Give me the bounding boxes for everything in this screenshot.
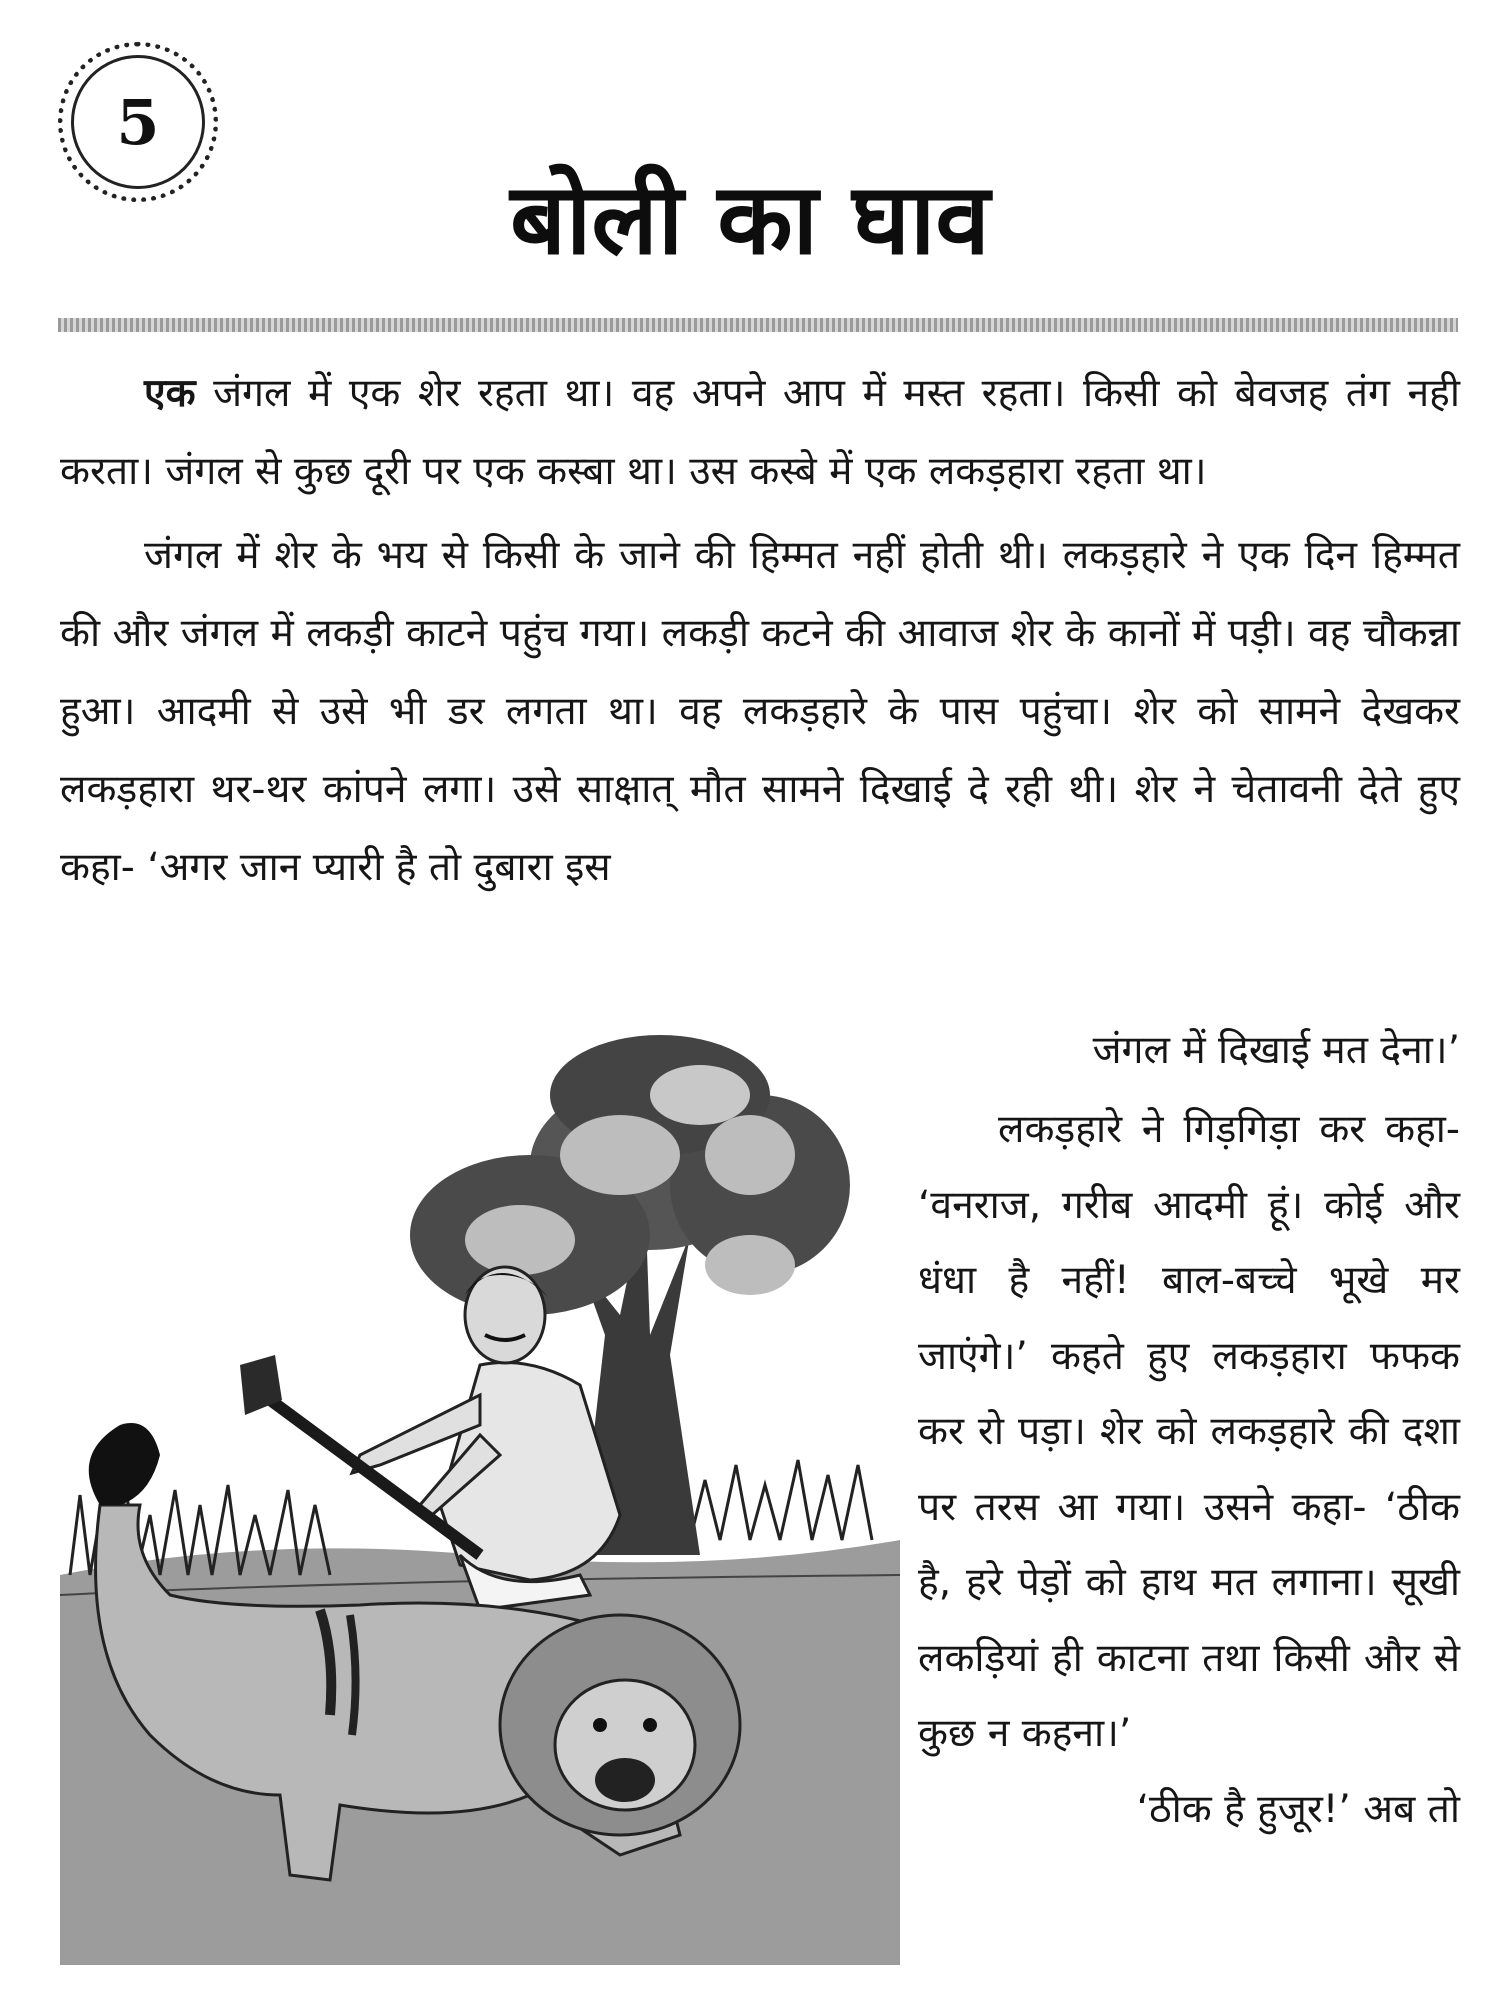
title-divider (58, 318, 1458, 332)
paragraph-1 (60, 355, 1460, 511)
chapter-number: 5 (116, 85, 160, 159)
page-title: बोली का घाव (510, 163, 990, 277)
paragraph-1-first-word: एक (144, 371, 196, 416)
paragraph-3: लकड़हारे ने गिड़गिड़ा कर कहा- ‘वनराज, गरीब आदमी हूं। कोई और धंधा है नहीं! बाल-बच्चे भूखे मर जाएंगे।’ कहते हुए लकड़हारा फफक कर रो पड़ा। शेर को लकड़हारे की दशा पर तरस आ गया। उसने कहा- ‘ठीक है, हरे पेड़ों को हाथ मत लगाना। सूखी लकड़ियां ही काटना तथा किसी और से कुछ न कहना।’ (918, 1107, 1460, 1756)
story-body-top (60, 355, 1460, 913)
woodcutter-lion-illustration (60, 1035, 900, 1965)
paragraph-2-continuation-box (918, 1012, 1460, 1096)
paragraph-2: जंगल में शेर के भय से किसी के जाने की हिम्मत नहीं होती थी। लकड़हारे ने एक दिन हिम्मत की और जंगल में लकड़ी काटने पहुंच गया। लकड़ी कटने की आवाज शेर के कानों में पड़ी। वह चौकन्ना हुआ। आदमी से उसे भी डर लगता था। वह लकड़हारे के पास पहुंचा। शेर को सामने देखकर लकड़हारा थर-थर कांपने लगा। उसे साक्षात् मौत सामने दिखाई दे रही थी। शेर ने चेतावनी देते हुए कहा- ‘अगर जान प्यारी है तो दुबारा इस (60, 533, 1460, 890)
paragraph-4: ‘ठीक है हुजूर!’ अब तो (1136, 1786, 1460, 1832)
story-side-column (918, 1092, 1460, 1847)
paragraph-2-continuation: जंगल में दिखाई मत देना।’ (1092, 1028, 1460, 1073)
paragraph-1-text: जंगल में एक शेर रहता था। वह अपने आप में मस्त रहता। किसी को बेवजह तंग नही करता। जंगल से कुछ दूरी पर एक कस्बा था। उस कस्बे में एक लकड़हारा रहता था। (60, 371, 1460, 494)
